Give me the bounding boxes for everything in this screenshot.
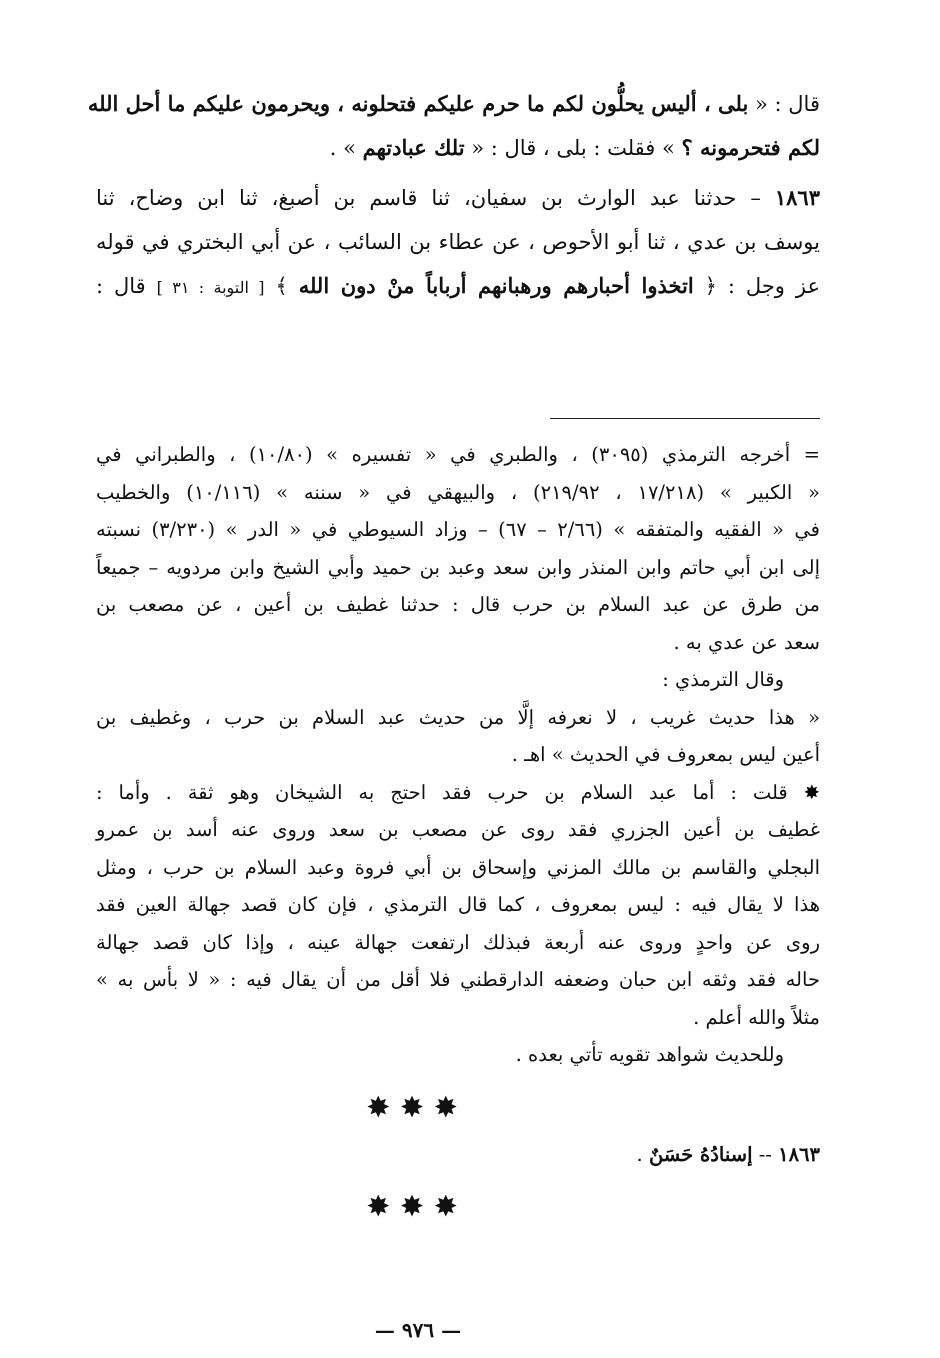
star-icon: ✸ (803, 780, 820, 804)
note-line-5: من طرق عن عبد السلام بن حرب قال : حدثنا غطيف بن أعين ، عن مصعب بن (96, 593, 820, 616)
main-text (87, 82, 820, 308)
main-line-1 (87, 82, 820, 126)
bold-quote: بلى ، أليس يحلُّون لكم ما حرم عليكم فتحلونه ، ويحرمون عليكم ما أحل الله (87, 91, 749, 116)
text-run: يوسف بن عدي ، ثنا أبو الأحوص ، عن عطاء بن السائب ، عن أبي البختري في قوله (96, 230, 820, 254)
note-line-12: البجلي والقاسم بن مالك المزني وإسحاق بن أبي فروة وعبد السلام بن حرب ، ومثل (96, 855, 820, 879)
note-line-14: روى عن واحدٍ وروى عنه أربعة فبذلك ارتفعت جهالة عينه ، وإذا كان قصد جهالة (96, 930, 820, 954)
main-line-2 (96, 126, 820, 170)
document-page (87, 82, 820, 1342)
grade-line: ١٨٦٣ -- إسنادُهُ حَسَنٌ . (636, 1142, 820, 1166)
note-line-10: ✸ قلت : أما عبد السلام بن حرب فقد احتج به الشيخان وهو ثقة . وأما : (96, 780, 820, 804)
note-line-2: « الكبير » (١٧/٢١٨ ، ٢١٩/٩٢) ، والبيهقي في « سننه » (١٠/١١٦) والخطيب (96, 480, 820, 504)
bold-quote: لكم فتحرمونه ؟ (681, 135, 820, 160)
grade-text: إسنادُهُ حَسَنٌ (648, 1142, 753, 1166)
text-run: – حدثنا عبد الوارث بن سفيان، ثنا قاسم بن أصبغ، ثنا ابن وضاح، ثنا (96, 186, 775, 210)
text-run: عز وجل : ﴿ (693, 274, 820, 298)
hadith-line-3 (96, 264, 820, 308)
note-line-8: « هذا حديث غريب ، لا نعرفه إلَّا من حديث عبد السلام بن حرب ، وغطيف بن (96, 705, 820, 729)
note-line-16: مثلاً والله أعلم . (693, 1005, 820, 1029)
note-line-1: = أخرجه الترمذي (٣٠٩٥) ، والطبري في « تفسيره » (١٠/٨٠) ، والطبراني في (96, 443, 820, 466)
note-line-6: سعد عن عدي به . (673, 630, 820, 654)
bold-quote: تلك عبادتهم (362, 135, 465, 160)
text-run: قال : « (748, 92, 820, 116)
separator-stars-2: ✸✸✸ (367, 1192, 469, 1222)
separator-stars: ✸✸✸ (367, 1092, 469, 1123)
quran-verse: اتخذوا أحبارهم ورهبانهم أرباباً منْ دون الله (298, 273, 694, 298)
note-line-3: في « الفقيه والمتفقه » (٢/٦٦ – ٦٧) – وزاد السيوطي في « الدر » (٣/٢٣٠) نسبته (96, 518, 820, 541)
text-run: ﴾ (264, 274, 299, 298)
grade-number: ١٨٦٣ (778, 1142, 820, 1166)
note-line-9: أعين ليس بمعروف في الحديث » اهـ . (511, 743, 820, 766)
footnotes (96, 436, 820, 1229)
page-number: — ٩٧٦ — (374, 1318, 462, 1342)
hadith-line-2 (96, 220, 820, 264)
note-line-13: هذا لا يقال فيه : ليس بمعروف ، كما قال الترمذي ، فإن كان قصد جهالة العين فقد (96, 893, 820, 916)
note-line-11: غطيف بن أعين الجزري فقد روى عن مصعب بن سعد وروى عنه أسد بن عمرو (96, 818, 820, 841)
hadith-line-1 (96, 176, 820, 220)
text-run: قال : (96, 274, 157, 298)
note-line-7: وقال الترمذي : (662, 668, 784, 691)
text-run: » فقلت : بلى ، قال : « (464, 136, 682, 160)
text-run: » . (329, 136, 363, 160)
note-line-15: حاله فقد وثقه ابن حبان وضعفه الدارقطني فلا أقل من أن يقال فيه : « لا بأس به » (96, 968, 820, 991)
note-line-17: وللحديث شواهد تقويه تأتي بعده . (515, 1043, 784, 1066)
footnote-divider (550, 418, 820, 419)
note-line-4: إلى ابن أبي حاتم وابن المنذر وابن سعد وعبد بن حميد وأبي الشيخ وابن مردويه – جميعاً (96, 555, 820, 579)
verse-reference: [ التوبة : ٣١ ] (156, 278, 265, 297)
hadith-number: ١٨٦٣ (774, 185, 820, 210)
